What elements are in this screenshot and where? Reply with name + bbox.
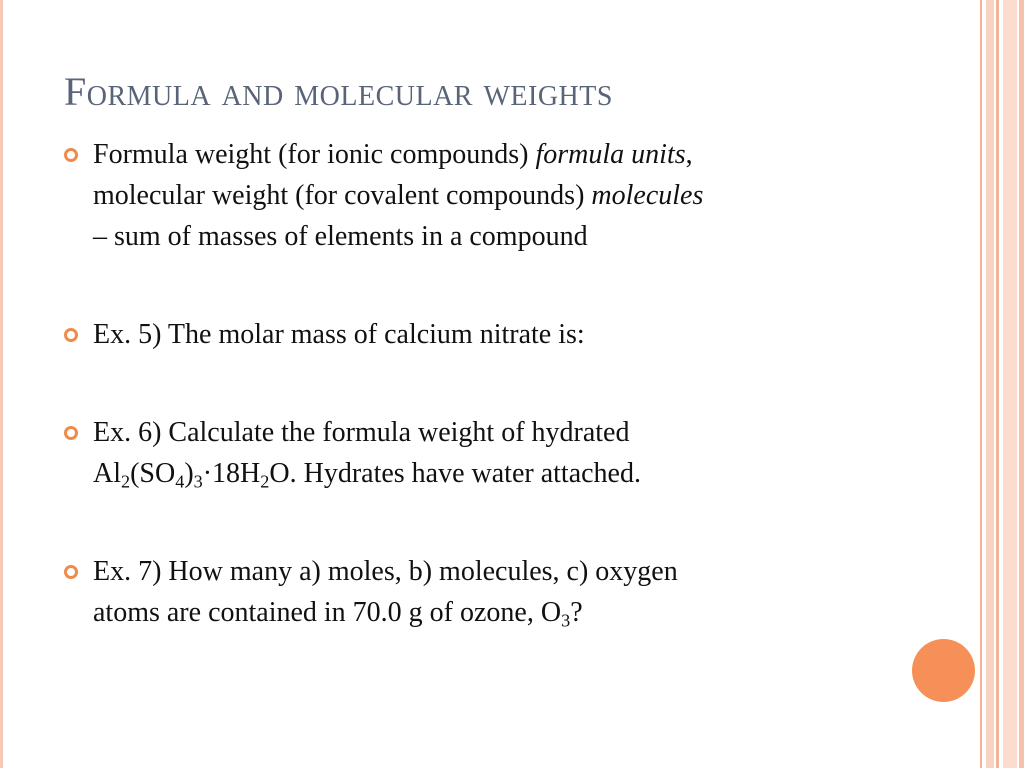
slide-title: Formula and molecular weights	[64, 69, 613, 114]
bullet-line	[93, 592, 944, 633]
formula-text: )	[184, 458, 194, 489]
bullet-text: Formula weight (for ionic compounds)	[93, 139, 536, 170]
formula-subscript: 2	[260, 471, 270, 492]
bullet-text-italic: molecules	[591, 180, 704, 211]
bullet-line	[93, 175, 944, 216]
left-frame-line	[0, 0, 3, 768]
bullet-example-7	[64, 551, 944, 633]
bullet-example-5	[64, 314, 944, 355]
bullet-example-6	[64, 412, 944, 494]
formula-text: ·18H	[202, 458, 261, 489]
decorative-stripe	[980, 0, 982, 768]
formula-subscript: 4	[175, 471, 185, 492]
formula-text: Al	[93, 458, 121, 489]
bullet-icon	[64, 426, 78, 440]
bullet-text: ?	[570, 597, 583, 628]
bullet-line	[93, 453, 944, 494]
decorative-stripe	[996, 0, 999, 768]
bullet-icon	[64, 565, 78, 579]
bullet-text-italic: formula units	[535, 139, 686, 170]
bullet-line: Ex. 6) Calculate the formula weight of hydrated	[93, 417, 630, 448]
bullet-line: Ex. 5) The molar mass of calcium nitrate is:	[93, 319, 585, 350]
decorative-stripe	[1003, 0, 1017, 768]
decorative-stripe	[1019, 0, 1024, 768]
bullet-text: atoms are contained in 70.0 g of ozone, O	[93, 597, 562, 628]
bullet-formula-weight	[64, 134, 944, 257]
formula-text: (SO	[130, 458, 176, 489]
bullet-text: molecular weight (for covalent compounds)	[93, 180, 592, 211]
bullet-line: Ex. 7) How many a) moles, b) molecules, c) oxygen	[93, 556, 678, 587]
formula-subscript: 2	[121, 471, 131, 492]
formula-subscript: 3	[561, 610, 571, 631]
bullet-text: ,	[685, 139, 693, 170]
bullet-line: – sum of masses of elements in a compound	[93, 221, 588, 252]
formula-subscript: 3	[193, 471, 203, 492]
formula-text: O. Hydrates have water attached.	[269, 458, 641, 489]
bullet-list	[64, 134, 944, 633]
decorative-stripe	[986, 0, 994, 768]
bullet-line	[93, 134, 944, 175]
decorative-circle	[912, 639, 975, 702]
bullet-icon	[64, 148, 78, 162]
bullet-icon	[64, 328, 78, 342]
